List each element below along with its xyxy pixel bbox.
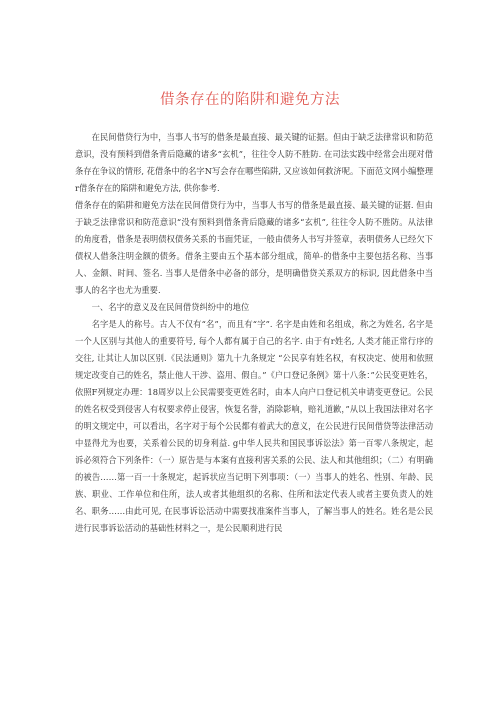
paragraph-name-meaning: 名字是人的称号。古人不仅有“名”，而且有“字”. 名字是由姓和名组成，称之为姓名, 名字是一个人区别与其他人的重要符号, 每个人都有属于自己的名字. 由于有r姓名, 人类才能正常行序的交往, 让其让人加以区别.《民法通则》第九十九条规定 “公民享有姓名权，有权决定、使用和依照规定改变自己的姓名，禁止他人干涉、盗用、假自。”《户口登记条例》第十八条：”公民变更姓名，依照F列规定办理：18周岁以上公民需要变更姓名时，由本人向户口登记机关申请变更登记。公民的姓名权受到侵害人有权要求停止侵害，恢复名誉，消除影响，赔礼道歉，”从以上我国法律对名字的明文规定中，可以看出，名字对于每个公民都有着武大的意义，在公民进行民间借贷等法律活动中显得尤为也要，关系着公民的切身利益. g中华人民共和国民事诉讼法》第一百零八条规定，起诉必须符合下列条件：（一）原告是与本案有直接利害关系的公民、法人和其他组织；（二）有明确的被告……第一百一十条规定，起诉状应当记明下列事项：（一）当事人的姓名、性别、年龄、民族、职业、工作单位和住所，法人或者其他组织的名称、住所和法定代表人或者主要负责人的姓名、职务……由此可见, 在民事诉讼活动中需要找准案件当事人，了解当事人的姓名。姓名是公民进行民事诉讼活动的基础性材料之一，是公民顺利进行民 [75,319,433,533]
paragraph-intro: 在民间借贷行为中，当事人书写的借条是最直接、最关键的证据。但由于缺乏法律常识和防范意识，没有预料到借条背后隐藏的诸多“玄机”，往往令人防不胜防. 在司法实践中经常会出现对借条存在争议的情形, 花借条中的名字N写会存在哪些陷阱, 又应该如何救济呢。下面范文网小编整理r借条存在的陷阱和避免方法, 供你参考. [75,132,433,193]
paragraph-overview: 借条存在的陷阱和避免方法在民间借贷行为中，当事人书写的借条是最直接、最关键的证据. 但由于缺乏法律常识和防范意识“没有预料到借条背后隐藏的诸多“玄机”, 往往令人防不胜防。从法律的角度看，借条是表明债权债务关系的书面凭证，一般由债务人书写并签章，表明债务人已经欠下债权人借条注明金额的债务。借条主要由五个基本部分组成，简单-的借条中主要包括名称、当事人、金额、时间、签名. 当事人是借条中必备的部分，是明确借贷关系双方的标识, 因此借条中当事人的名字也尤为重要. [75,200,433,295]
document-title: 借条存在的陷阱和避免方法 [160,92,340,108]
document-body [75,129,433,537]
section-heading: 一、名字的意义及在民间借贷纠纷中的地位 [91,302,250,312]
